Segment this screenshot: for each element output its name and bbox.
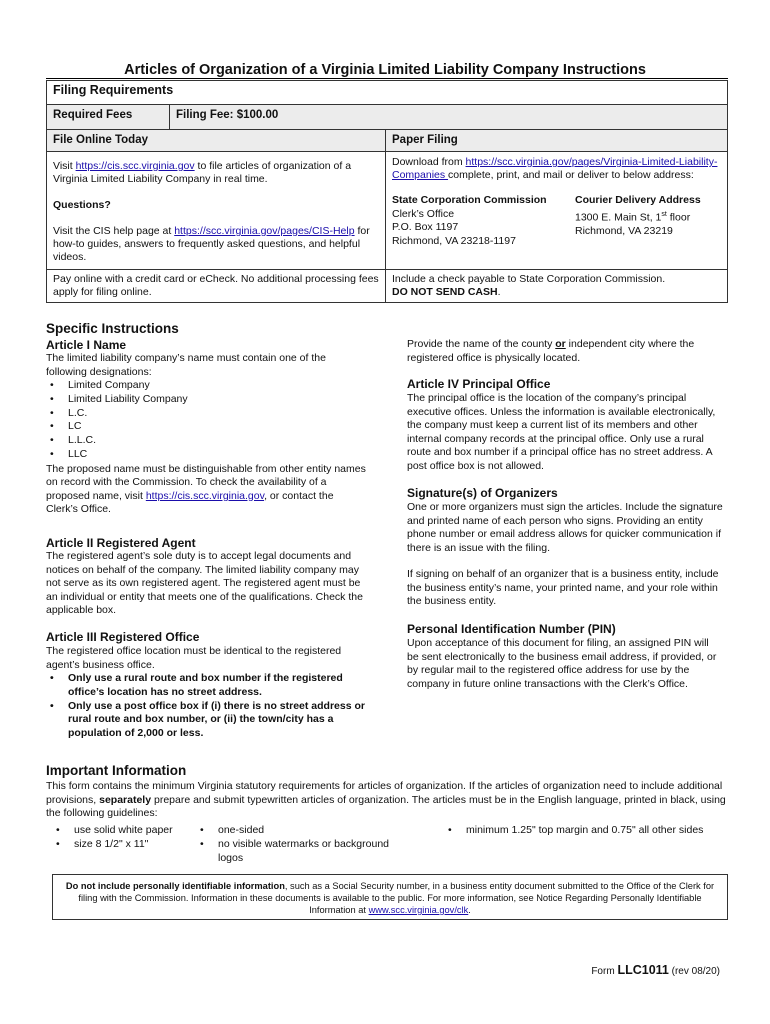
guidelines-lists xyxy=(52,824,732,864)
designations-list xyxy=(46,379,366,462)
designation-item: • Limited Liability Company xyxy=(46,393,366,407)
courier-address xyxy=(575,194,701,248)
designation-item: • LC xyxy=(46,420,366,434)
required-fees-label: Required Fees xyxy=(47,105,170,129)
article3-rules xyxy=(46,672,366,741)
pin-heading: Personal Identification Number (PIN) xyxy=(407,622,616,636)
scc-mailing-address xyxy=(392,194,575,248)
article1-intro: The limited liability company’s name must contain one of the following designations: xyxy=(46,352,326,378)
article3-text: The registered office location must be identical to the registered agent’s business office. xyxy=(46,645,342,671)
scc-line1: Clerk’s Office xyxy=(392,207,455,220)
no-cash-warning: DO NOT SEND CASH xyxy=(392,286,498,298)
paper-payment-note: Include a check payable to State Corporation Commission. DO NOT SEND CASH. xyxy=(392,273,666,298)
article4-heading: Article IV Principal Office xyxy=(407,377,551,391)
signatures-heading: Signature(s) of Organizers xyxy=(407,486,558,500)
online-payment-note: Pay online with a credit card or eCheck. No additional processing fees apply for filing online. xyxy=(53,273,379,298)
guideline-item: • one-sided xyxy=(196,824,416,838)
courier-line2: Richmond, VA 23219 xyxy=(575,224,673,237)
paper-filing-column xyxy=(386,130,727,302)
filing-requirements-table xyxy=(46,80,728,303)
courier-heading: Courier Delivery Address xyxy=(575,194,701,206)
pii-warning: Do not include personally identifiable information xyxy=(65,881,285,891)
article3-body xyxy=(46,645,366,741)
paper-filing-heading: Paper Filing xyxy=(386,130,727,152)
cis-link[interactable]: https://cis.scc.virginia.gov xyxy=(75,160,195,172)
signatures-p2: If signing on behalf of an organizer that is a business entity, include the business entity’s name, your printed name, and your role within the business entity. xyxy=(407,568,719,607)
form-revision: (rev 08/20) xyxy=(668,966,720,977)
designation-item: • LLC xyxy=(46,448,366,462)
fee-row xyxy=(47,105,727,130)
clk-link[interactable]: www.scc.virginia.gov/clk xyxy=(368,905,469,915)
important-body: This form contains the minimum Virginia statutory requirements for articles of organization. If the articles of organization need to include additional provisions, separately prepare and submit typewritten articles of organization. The articles must be in the English language, printed in black, using the following guidelines: xyxy=(46,780,726,819)
article1-heading: Article I Name xyxy=(46,338,127,352)
visit-text: Visit xyxy=(53,160,76,172)
separately-emphasis: separately xyxy=(99,793,152,806)
filing-fee: Filing Fee: $100.00 xyxy=(176,109,279,121)
pin-body: Upon acceptance of this document for filing, an assigned PIN will be sent electronically to the business email address, if provided, or by regular mail to the registered office address for use by the company in future online transactions with the Clerk’s Office. xyxy=(407,637,717,690)
pii-text: , such as a Social Security number, in a business entity document submitted to the Office of the Clerk for filing with the Commission. Information in these documents is available to the public. For more information, see Notice Regarding Personally Identifiable Information at xyxy=(78,881,715,915)
download-text: Download from xyxy=(392,156,466,168)
signatures-body xyxy=(407,501,723,609)
signatures-p1: One or more organizers must sign the articles. Include the signature and printed name of each person who signs. Providing an entity phone number or email address allows for quicker communication if there is an issue with the filing. xyxy=(407,501,723,554)
form-number: Form LLC1011 (rev 08/20) xyxy=(591,963,720,977)
county-instruction: Provide the name of the county or independent city where the registered office is physically located. xyxy=(407,338,695,364)
pii-notice: Do not include personally identifiable information, such as a Social Security number, in a business entity document submitted to the Office of the Clerk for filing with the Commission. Information in these documents is available to the public. For more information, see Notice Regarding Personally Identifiable Information at www.scc.virginia.gov/clk. xyxy=(52,874,728,920)
name-check-link[interactable]: https://cis.scc.virginia.gov xyxy=(145,489,265,502)
filing-requirements-heading: Filing Requirements xyxy=(47,81,727,105)
paper-filing-body xyxy=(386,152,727,270)
guidelines-col2 xyxy=(196,824,416,865)
article3-rule-item: • Only use a post office box if (i) there is no street address or rural route and box number, or (ii) the town/city has a population of 2,000 or less. xyxy=(46,700,366,741)
article1-body xyxy=(46,352,366,517)
file-online-body xyxy=(47,152,385,270)
scc-line3: Richmond, VA 23218-1197 xyxy=(392,234,516,247)
article2-heading: Article II Registered Agent xyxy=(46,536,196,550)
article1-availability-text: The proposed name must be distinguishable from other entity names on record with the Commission. To check the availability of a proposed name, visit xyxy=(46,462,366,502)
title-divider xyxy=(46,78,728,79)
guideline-item: • use solid white paper xyxy=(52,824,202,838)
form-code: LLC1011 xyxy=(617,963,669,977)
document-title: Articles of Organization of a Virginia Limited Liability Company Instructions xyxy=(124,62,646,78)
visit-text-end: to file articles of organization of a Virginia Limited Liability Company in real time. xyxy=(53,160,352,185)
designation-item: • L.C. xyxy=(46,407,366,421)
guideline-item: • size 8 1/2" x 11" xyxy=(52,838,202,852)
file-online-column xyxy=(47,130,386,302)
specific-instructions-heading: Specific Instructions xyxy=(46,321,179,336)
cis-help-link[interactable]: https://scc.virginia.gov/pages/CIS-Help xyxy=(174,225,355,237)
courier-line1: 1300 E. Main St, 1st floor xyxy=(575,210,691,223)
llc-forms-link[interactable]: https://scc.virginia.gov/pages/Virginia-Limited-Liability-Companies xyxy=(392,156,718,181)
guidelines-col3 xyxy=(444,824,704,838)
help-text-end: for how-to guides, answers to frequently asked questions, and helpful videos. xyxy=(53,225,370,263)
designation-item: • Limited Company xyxy=(46,379,366,393)
important-information-heading: Important Information xyxy=(46,763,187,778)
or-emphasis: or xyxy=(555,338,566,350)
help-text: Visit the CIS help page at xyxy=(53,225,175,237)
article1-availability-end: , or contact the Clerk’s Office. xyxy=(46,489,334,516)
article3-heading: Article III Registered Office xyxy=(46,630,200,644)
download-text-end: complete, print, and mail or deliver to below address: xyxy=(448,169,694,181)
scc-name: State Corporation Commission xyxy=(392,194,547,206)
file-online-heading: File Online Today xyxy=(47,130,385,152)
questions-label: Questions? xyxy=(53,199,111,211)
scc-line2: P.O. Box 1197 xyxy=(392,221,459,233)
article4-body: The principal office is the location of the company’s principal executive offices. Unless the information is available electronically, the company must keep a current list of its members and other internal company records at the principal office. Only use a rural route and box number if a principal office has no street address. A post office box is not allowed. xyxy=(407,392,716,472)
article2-body: The registered agent’s sole duty is to accept legal documents and notices on behalf of the company. The limited liability company may not serve as its own registered agent. The registered agent must be an individual or entity that meets one of the qualifications. Check the applicable box. xyxy=(46,550,363,616)
guidelines-col1 xyxy=(52,824,202,852)
guideline-item: • minimum 1.25" top margin and 0.75" all other sides xyxy=(444,824,704,838)
designation-item: • L.L.C. xyxy=(46,434,366,448)
guideline-item: • no visible watermarks or background logos xyxy=(196,838,416,866)
article3-rule-item: • Only use a rural route and box number if the registered office’s location has no street address. xyxy=(46,672,366,700)
